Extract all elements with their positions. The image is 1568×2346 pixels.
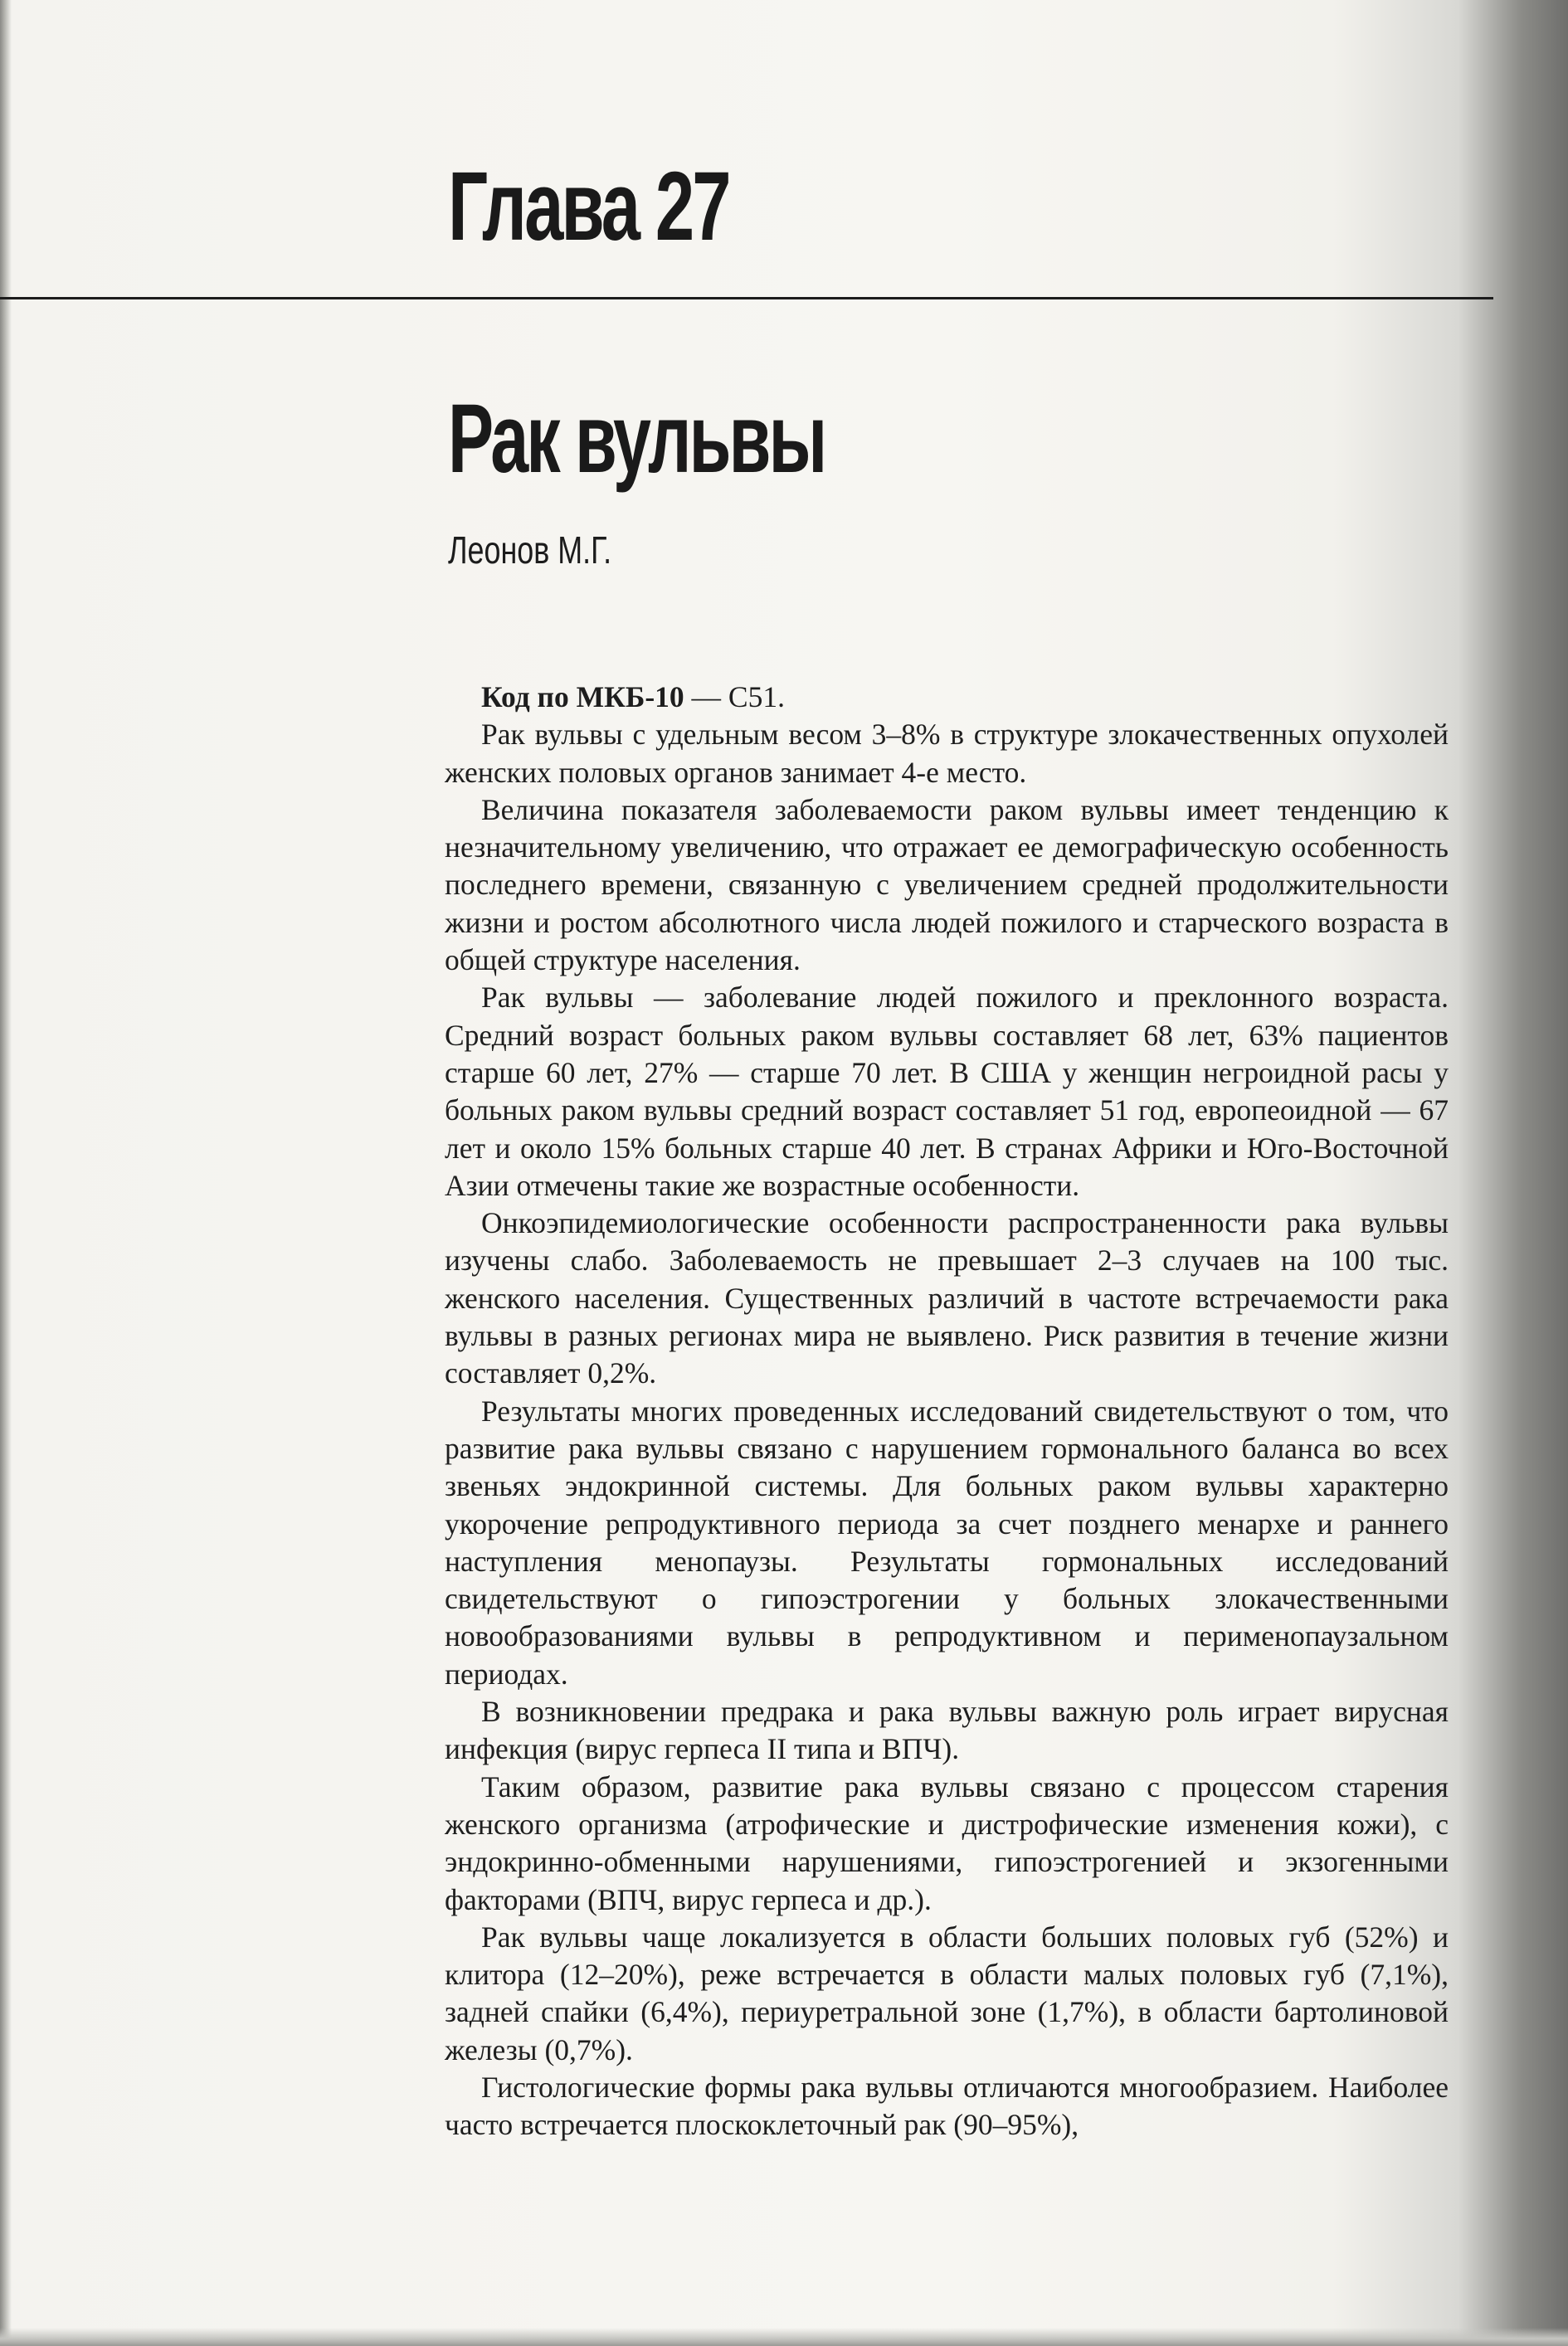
chapter-title: Глава 27 xyxy=(448,152,729,261)
icd-code-line xyxy=(445,679,1449,716)
paragraph-8: Рак вульвы чаще локализуется в области больших половых губ (52%) и клитора (12–20%), реже встречается в области малых половых губ (7,1%), задней спайки (6,4%), периуретральной зоне (1,7%), в области бартолиновой железы (0,7%). xyxy=(445,1920,1449,2066)
body-text xyxy=(445,679,1449,2144)
paragraph-9: Гистологические формы рака вульвы отличаются многообразием. Наиболее часто встречается плоскоклеточный рак (90–95%), xyxy=(445,2070,1449,2142)
page-bottom-edge-shadow xyxy=(0,2328,1568,2346)
chapter-divider xyxy=(0,297,1493,299)
paragraph-3: Рак вульвы — заболевание людей пожилого и преклонного возраста. Средний возраст больных раком вульвы составляет 68 лет, 63% пациентов старше 60 лет, 27% — старше 70 лет. В США у женщин негроидной расы у больных раком вульвы средний возраст составляет 51 год, европеоидной — 67 лет и около 15% больных старше 40 лет. В странах Африки и Юго-Восточной Азии отмечены такие же возрастные особенности. xyxy=(445,981,1449,1202)
paragraph-1: Рак вульвы с удельным весом 3–8% в структуре злокачественных опухолей женских половых органов занимает 4-е место. xyxy=(445,718,1449,789)
paragraph-7: Таким образом, развитие рака вульвы связано с процессом старения женского организма (атрофические и дистрофические изменения кожи), с эндокринно-обменными нарушениями, гипоэстрогенией и экзогенными факторами (ВПЧ, вирус герпеса и др.). xyxy=(445,1769,1449,1916)
author-name: Леонов М.Г. xyxy=(448,528,612,572)
page-left-edge-shadow xyxy=(0,0,12,2346)
icd-code-value: — С51. xyxy=(684,680,785,713)
paragraph-4: Онкоэпидемиологические особенности распространенности рака вульвы изучены слабо. Заболеваемость не превышает 2–3 случаев на 100 тыс. женского населения. Существенных различий в частоте встречаемости рака вульвы в разных регионах мира не выявлено. Риск развития в течение жизни составляет 0,2%. xyxy=(445,1206,1449,1390)
section-title: Рак вульвы xyxy=(448,384,825,494)
icd-code-label: Код по МКБ-10 xyxy=(481,680,684,713)
paragraph-2: Величина показателя заболеваемости раком вульвы имеет тенденцию к незначительному увеличению, что отражает ее демографическую особенность последнего времени, связанную с увеличением средней продолжительности жизни и ростом абсолютного числа людей пожилого и старческого возраста в общей структуре населения. xyxy=(445,792,1449,977)
paragraph-6: В возникновении предрака и рака вульвы важную роль играет вирусная инфекция (вирус герпеса II типа и ВПЧ). xyxy=(445,1695,1449,1766)
paragraph-5: Результаты многих проведенных исследований свидетельствуют о том, что развитие рака вульвы связано с нарушением гормонального баланса во всех звеньях эндокринной системы. Для больных раком вульвы характерно укорочение репродуктивного периода за счет позднего менархе и раннего наступления менопаузы. Результаты гормональных исследований свидетельствуют о гипоэстрогении у больных злокачественными новообразованиями вульвы в репродуктивном и перименопаузальном периодах. xyxy=(445,1394,1449,1691)
